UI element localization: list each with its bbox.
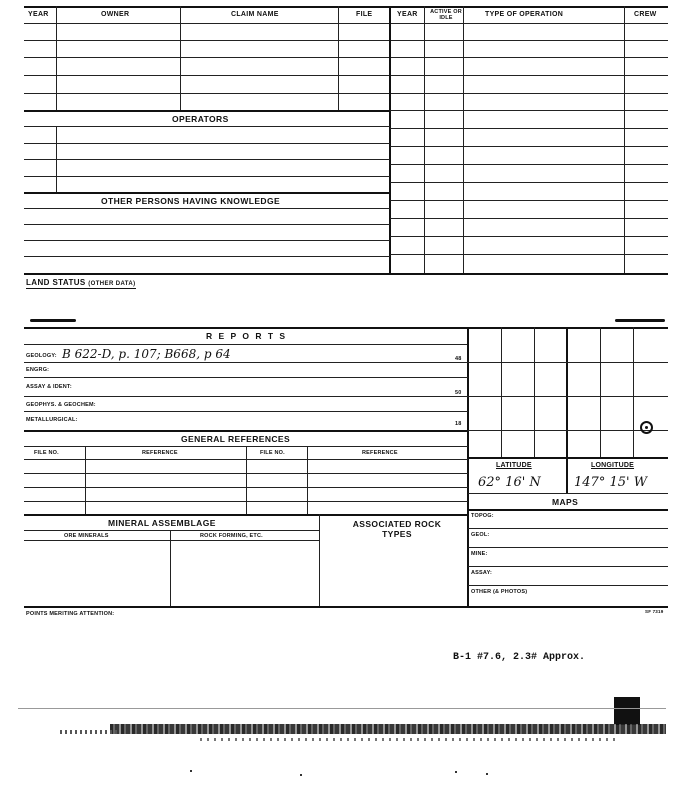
report-assay-label: ASSAY & IDENT:: [26, 384, 72, 390]
reports-title: R E P O R T S: [206, 331, 288, 341]
general-references-title: GENERAL REFERENCES: [181, 434, 291, 444]
typed-note: B-1 #7.6, 2.3# Approx.: [453, 652, 586, 663]
report-geology-num: 48: [455, 356, 462, 362]
latitude-value: 62° 16' N: [478, 475, 541, 490]
header-file: FILE: [356, 11, 373, 18]
maps-geol-label: GEOL:: [471, 532, 490, 538]
maps-assay-label: ASSAY:: [471, 570, 493, 576]
header-owner: OWNER: [101, 11, 130, 18]
report-geology-label: GEOLOGY:: [26, 353, 57, 359]
land-status-title: LAND STATUS: [26, 278, 86, 287]
header-year-2: YEAR: [397, 11, 418, 18]
report-geology-value: B 622-D, p. 107; B668, p 64: [62, 347, 231, 361]
header-claim-name: CLAIM NAME: [231, 11, 279, 18]
points-meriting-attention-label: POINTS MERITING ATTENTION:: [26, 611, 115, 617]
ore-minerals-label: ORE MINERALS: [64, 533, 109, 539]
land-status-label: [26, 278, 136, 289]
maps-mine-label: MINE:: [471, 551, 488, 557]
report-metallurgical-num: 18: [455, 421, 462, 427]
maps-topog-label: TOPOG:: [471, 513, 494, 519]
latitude-label: LATITUDE: [496, 462, 532, 469]
header-year: YEAR: [28, 11, 49, 18]
header-crew: CREW: [634, 11, 657, 18]
other-persons-label: OTHER PERSONS HAVING KNOWLEDGE: [101, 196, 281, 206]
report-geophys-label: GEOPHYS. & GEOCHEM:: [26, 402, 96, 408]
longitude-label: LONGITUDE: [591, 462, 635, 469]
report-metallurgical-label: METALLURGICAL:: [26, 417, 78, 423]
location-marker-dot: [645, 426, 648, 429]
maps-other-label: OTHER (& PHOTOS): [471, 589, 528, 595]
gr-header-reference-1: REFERENCE: [142, 450, 178, 456]
longitude-value: 147° 15' W: [574, 475, 648, 490]
report-assay-num: 50: [455, 390, 462, 396]
form-code: SF 7319: [645, 609, 664, 614]
gr-header-reference-2: REFERENCE: [362, 450, 398, 456]
scan-smudge-left: [30, 319, 76, 322]
report-engrg-label: ENGRG:: [26, 367, 50, 373]
gr-header-file-no-2: FILE NO.: [260, 450, 285, 456]
gr-header-file-no-1: FILE NO.: [34, 450, 59, 456]
header-type-of-operation: TYPE OF OPERATION: [485, 11, 564, 18]
associated-rock-types-label: ASSOCIATED ROCK TYPES: [352, 519, 442, 539]
mineral-assemblage-title: MINERAL ASSEMBLAGE: [108, 518, 216, 528]
land-status-sub: (OTHER DATA): [88, 281, 136, 287]
header-active-idle: ACTIVE OR IDLE: [430, 9, 462, 21]
operators-label: OPERATORS: [172, 114, 229, 124]
maps-title: MAPS: [552, 497, 579, 507]
scan-smudge-right: [615, 319, 665, 322]
rock-forming-label: ROCK FORMING, ETC.: [200, 533, 263, 539]
